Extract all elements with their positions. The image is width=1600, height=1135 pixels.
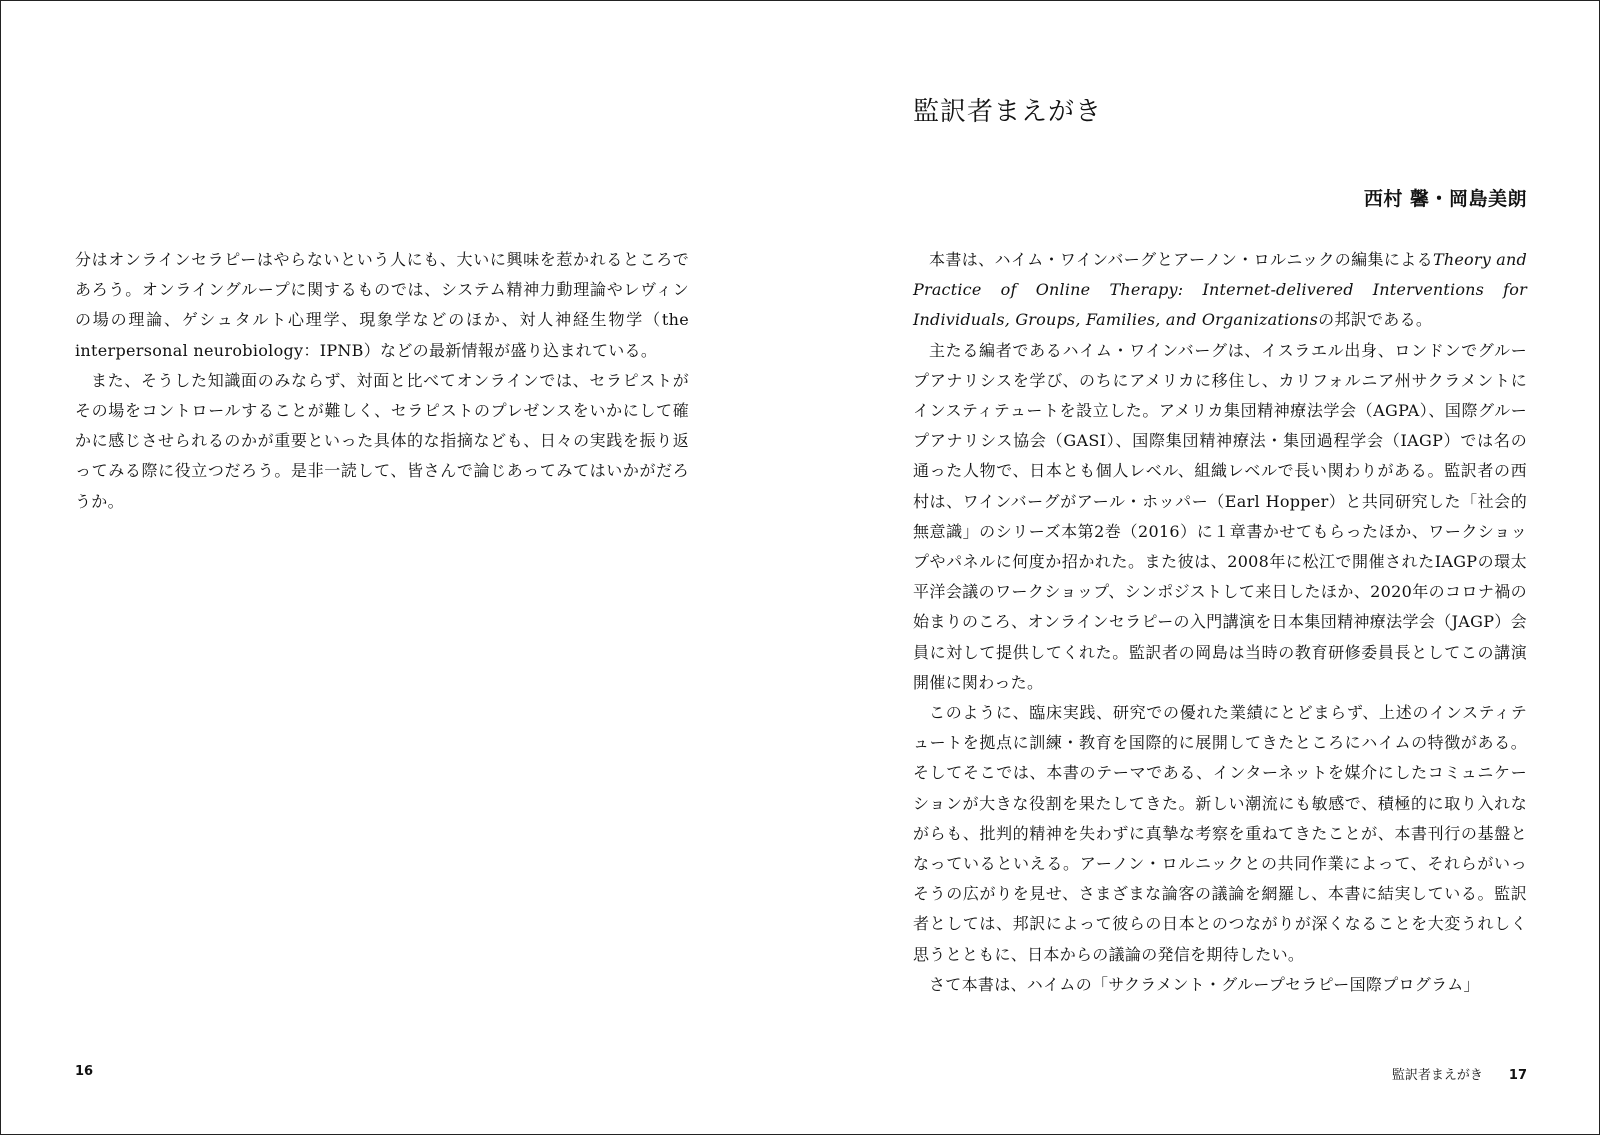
footer [1392,1064,1527,1083]
chapter-title: 監訳者まえがき [913,97,1103,127]
right-page-body [913,245,1527,1000]
paragraph: さて本書は、ハイムの「サクラメント・グループセラピー国際プログラム」 [929,974,1480,994]
paragraph: このように、臨床実践、研究での優れた業績にとどまらず、上述のインスティテュートを拠点に訓練・教育を国際的に展開してきたところにハイムの特徴がある。そしてそこでは、本書のテーマである、インターネットを媒介にしたコミュニケーションが大きな役割を果たしてきた。新しい潮流にも敏感で、積極的に取り入れながらも、批判的精神を失わずに真摯な考察を重ねてきたことが、本書刊行の基盤となっているといえる。アーノン・ロルニックとの共同作業によって、それらがいっそうの広がりを見せ、さまざまな論客の議論を網羅し、本書に結実している。監訳者としては、邦訳によって彼らの日本とのつながりが深くなることを大変うれしく思うとともに、日本からの議論の発信を期待したい。 [913,703,1527,964]
intro-text-end: の邦訳である。 [1318,310,1433,330]
paragraph: 分はオンラインセラピーはやらないという人にも、大いに興味を惹かれるところであろう。オンライングループに関するものでは、システム精神力動理論やレヴィンの場の理論、ゲシュタルト心理学、現象学などのほか、対人神経生物学（the interpersonal neurobiology：IPNB）などの最新情報が盛り込まれている。 [75,250,689,360]
intro-text: 本書は、ハイム・ワインバーグとアーノン・ロルニックの編集による [929,250,1433,269]
paragraph: 主たる編者であるハイム・ワインバーグは、イスラエル出身、ロンドンでグループアナリシスを学び、のちにアメリカに移住し、カリフォルニア州サクラメントにインスティテュートを設立した。アメリカ集団精神療法学会（AGPA）、国際グループアナリシス協会（GASI）、国際集団精神療法・集団過程学会（IAGP）では名の通った人物で、日本とも個人レベル、組織レベルで長い関わりがある。監訳者の西村は、ワインバーグがアール・ホッパー（Earl Hopper）と共同研究した「社会的無意識」のシリーズ本第2巻（2016）に１章書かせてもらったほか、ワークショップやパネルに何度か招かれた。また彼は、2008年に松江で開催されたIAGPの環太平洋会議のワークショップ、シンポジストして来日したほか、2020年のコロナ禍の始まりのころ、オンラインセラピーの入門講演を日本集団精神療法学会（JAGP）会員に対して提供してくれた。監訳者の岡島は当時の教育研修委員長としてこの講演開催に関わった。 [913,340,1527,692]
left-page [1,1,800,1134]
page-number: 16 [75,1064,94,1079]
left-page-body [75,245,689,517]
paragraph: また、そうした知識面のみならず、対面と比べてオンラインでは、セラピストがその場をコントロールすることが難しく、セラピストのプレゼンスをいかにして確かに感じさせられるのかが重要といった具体的な指摘なども、日々の実践を振り返ってみる際に役立つだろう。是非一読して、皆さんで論じあってみてはいかがだろうか。 [75,370,689,511]
running-head: 監訳者まえがき [1391,1068,1483,1083]
page-number: 17 [1508,1068,1527,1083]
intro-paragraph [913,245,1527,336]
right-page [800,1,1599,1134]
author-names: 西村 馨・岡島美朗 [1363,188,1527,210]
original-book-title: Theory and Practice of Online Therapy: Internet-delivered Interventions for Individuals, Groups, Families, and Organizations [913,250,1527,330]
